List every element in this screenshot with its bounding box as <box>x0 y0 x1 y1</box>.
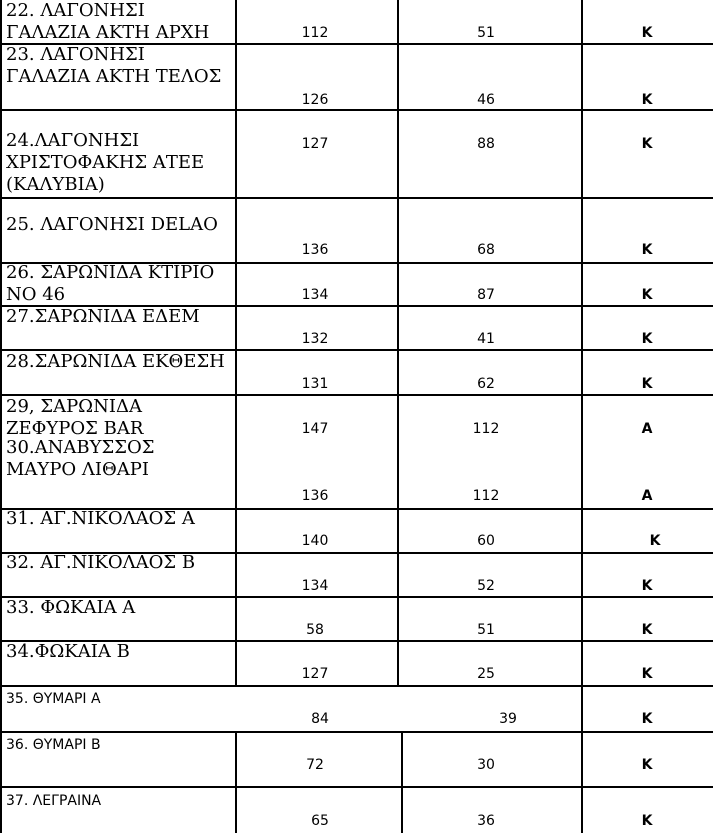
location-name: 25. ΛΑΓΟΝΗΣΙ DELAO <box>6 214 218 235</box>
value-2: 30 <box>477 757 495 773</box>
classification: Κ <box>641 666 653 682</box>
table-rule <box>0 109 713 111</box>
table-rule <box>235 731 237 833</box>
value-1: 126 <box>301 92 329 108</box>
location-name: 28.ΣΑΡΩΝΙΔΑ ΕΚΘΕΣΗ <box>6 351 225 372</box>
value-2: 60 <box>477 533 495 549</box>
value-2: 68 <box>477 242 495 258</box>
classification: Κ <box>641 757 653 773</box>
table-rule <box>0 685 713 687</box>
classification: Κ <box>641 578 653 594</box>
value-2: 46 <box>477 92 495 108</box>
value-2: 112 <box>472 488 500 504</box>
value-2: 51 <box>477 622 495 638</box>
value-1: 132 <box>301 331 329 347</box>
classification: Κ <box>641 92 653 108</box>
value-1: 140 <box>301 533 329 549</box>
value-2: 52 <box>477 578 495 594</box>
value-1: 127 <box>301 136 329 152</box>
value-2: 25 <box>477 666 495 682</box>
value-1: 136 <box>301 488 329 504</box>
classification: Κ <box>641 813 653 829</box>
table-rule <box>235 0 237 685</box>
value-2: 39 <box>499 711 517 727</box>
location-name: 36. ΘΥΜΑΡΙ Β <box>6 737 101 753</box>
classification: Κ <box>641 136 653 152</box>
classification: Κ <box>641 622 653 638</box>
value-1: 58 <box>306 622 324 638</box>
value-2: 112 <box>472 421 500 437</box>
classification: Κ <box>641 331 653 347</box>
classification: Κ <box>641 242 653 258</box>
value-2: 62 <box>477 376 495 392</box>
table-rule <box>581 0 583 833</box>
classification: Κ <box>641 287 653 303</box>
table-rule <box>0 197 713 199</box>
location-name: 33. ΦΩΚΑΙΑ Α <box>6 597 136 618</box>
location-name: 31. ΑΓ.ΝΙΚΟΛΑΟΣ Α <box>6 508 195 529</box>
value-1: 127 <box>301 666 329 682</box>
value-1: 72 <box>306 757 324 773</box>
location-name: 32. ΑΓ.ΝΙΚΟΛΑΟΣ Β <box>6 552 196 573</box>
value-2: 41 <box>477 331 495 347</box>
classification: Κ <box>649 533 661 549</box>
table-rule <box>0 0 2 833</box>
value-1: 147 <box>301 421 329 437</box>
location-name: 34.ΦΩΚΑΙΑ Β <box>6 641 130 662</box>
location-name: 35. ΘΥΜΑΡΙ Α <box>6 691 101 707</box>
location-name: 23. ΛΑΓΟΝΗΣΙ ΓΑΛΑΖΙΑ ΑΚΤΗ ΤΕΛΟΣ <box>6 44 222 87</box>
value-2: 36 <box>477 813 495 829</box>
value-1: 136 <box>301 242 329 258</box>
classification: Α <box>641 488 653 504</box>
table-rule <box>397 0 399 685</box>
table-rule <box>0 786 713 788</box>
value-1: 65 <box>311 813 329 829</box>
location-name: 27.ΣΑΡΩΝΙΔΑ ΕΔΕΜ <box>6 306 200 327</box>
classification: Α <box>641 421 653 437</box>
location-name: 30.ΑΝΑΒΥΣΣΟΣ ΜΑΥΡΟ ΛΙΘΑΡΙ <box>6 437 155 480</box>
value-2: 87 <box>477 287 495 303</box>
location-name: 24.ΛΑΓΟΝΗΣΙ ΧΡΙΣΤΟΦΑΚΗΣ ΑΤΕΕ (ΚΑΛΥΒΙΑ) <box>6 130 205 195</box>
value-1: 131 <box>301 376 329 392</box>
value-1: 134 <box>301 287 329 303</box>
value-1: 134 <box>301 578 329 594</box>
classification: Κ <box>641 711 653 727</box>
location-name: 37. ΛΕΓΡΑΙΝΑ <box>6 793 102 809</box>
location-name: 22. ΛΑΓΟΝΗΣΙ ΓΑΛΑΖΙΑ ΑΚΤΗ ΑΡΧΗ <box>6 0 210 43</box>
value-1: 84 <box>311 711 329 727</box>
value-1: 112 <box>301 25 329 41</box>
table-rule <box>0 731 713 733</box>
value-2: 88 <box>477 136 495 152</box>
value-2: 51 <box>477 25 495 41</box>
location-name: 29, ΣΑΡΩΝΙΔΑ ΖΕΦΥΡΟΣ BAR <box>6 396 144 439</box>
classification: Κ <box>641 25 653 41</box>
location-name: 26. ΣΑΡΩΝΙΔΑ ΚΤΙΡΙΟ ΝΟ 46 <box>6 262 215 305</box>
classification: Κ <box>641 376 653 392</box>
table-rule <box>401 731 403 833</box>
